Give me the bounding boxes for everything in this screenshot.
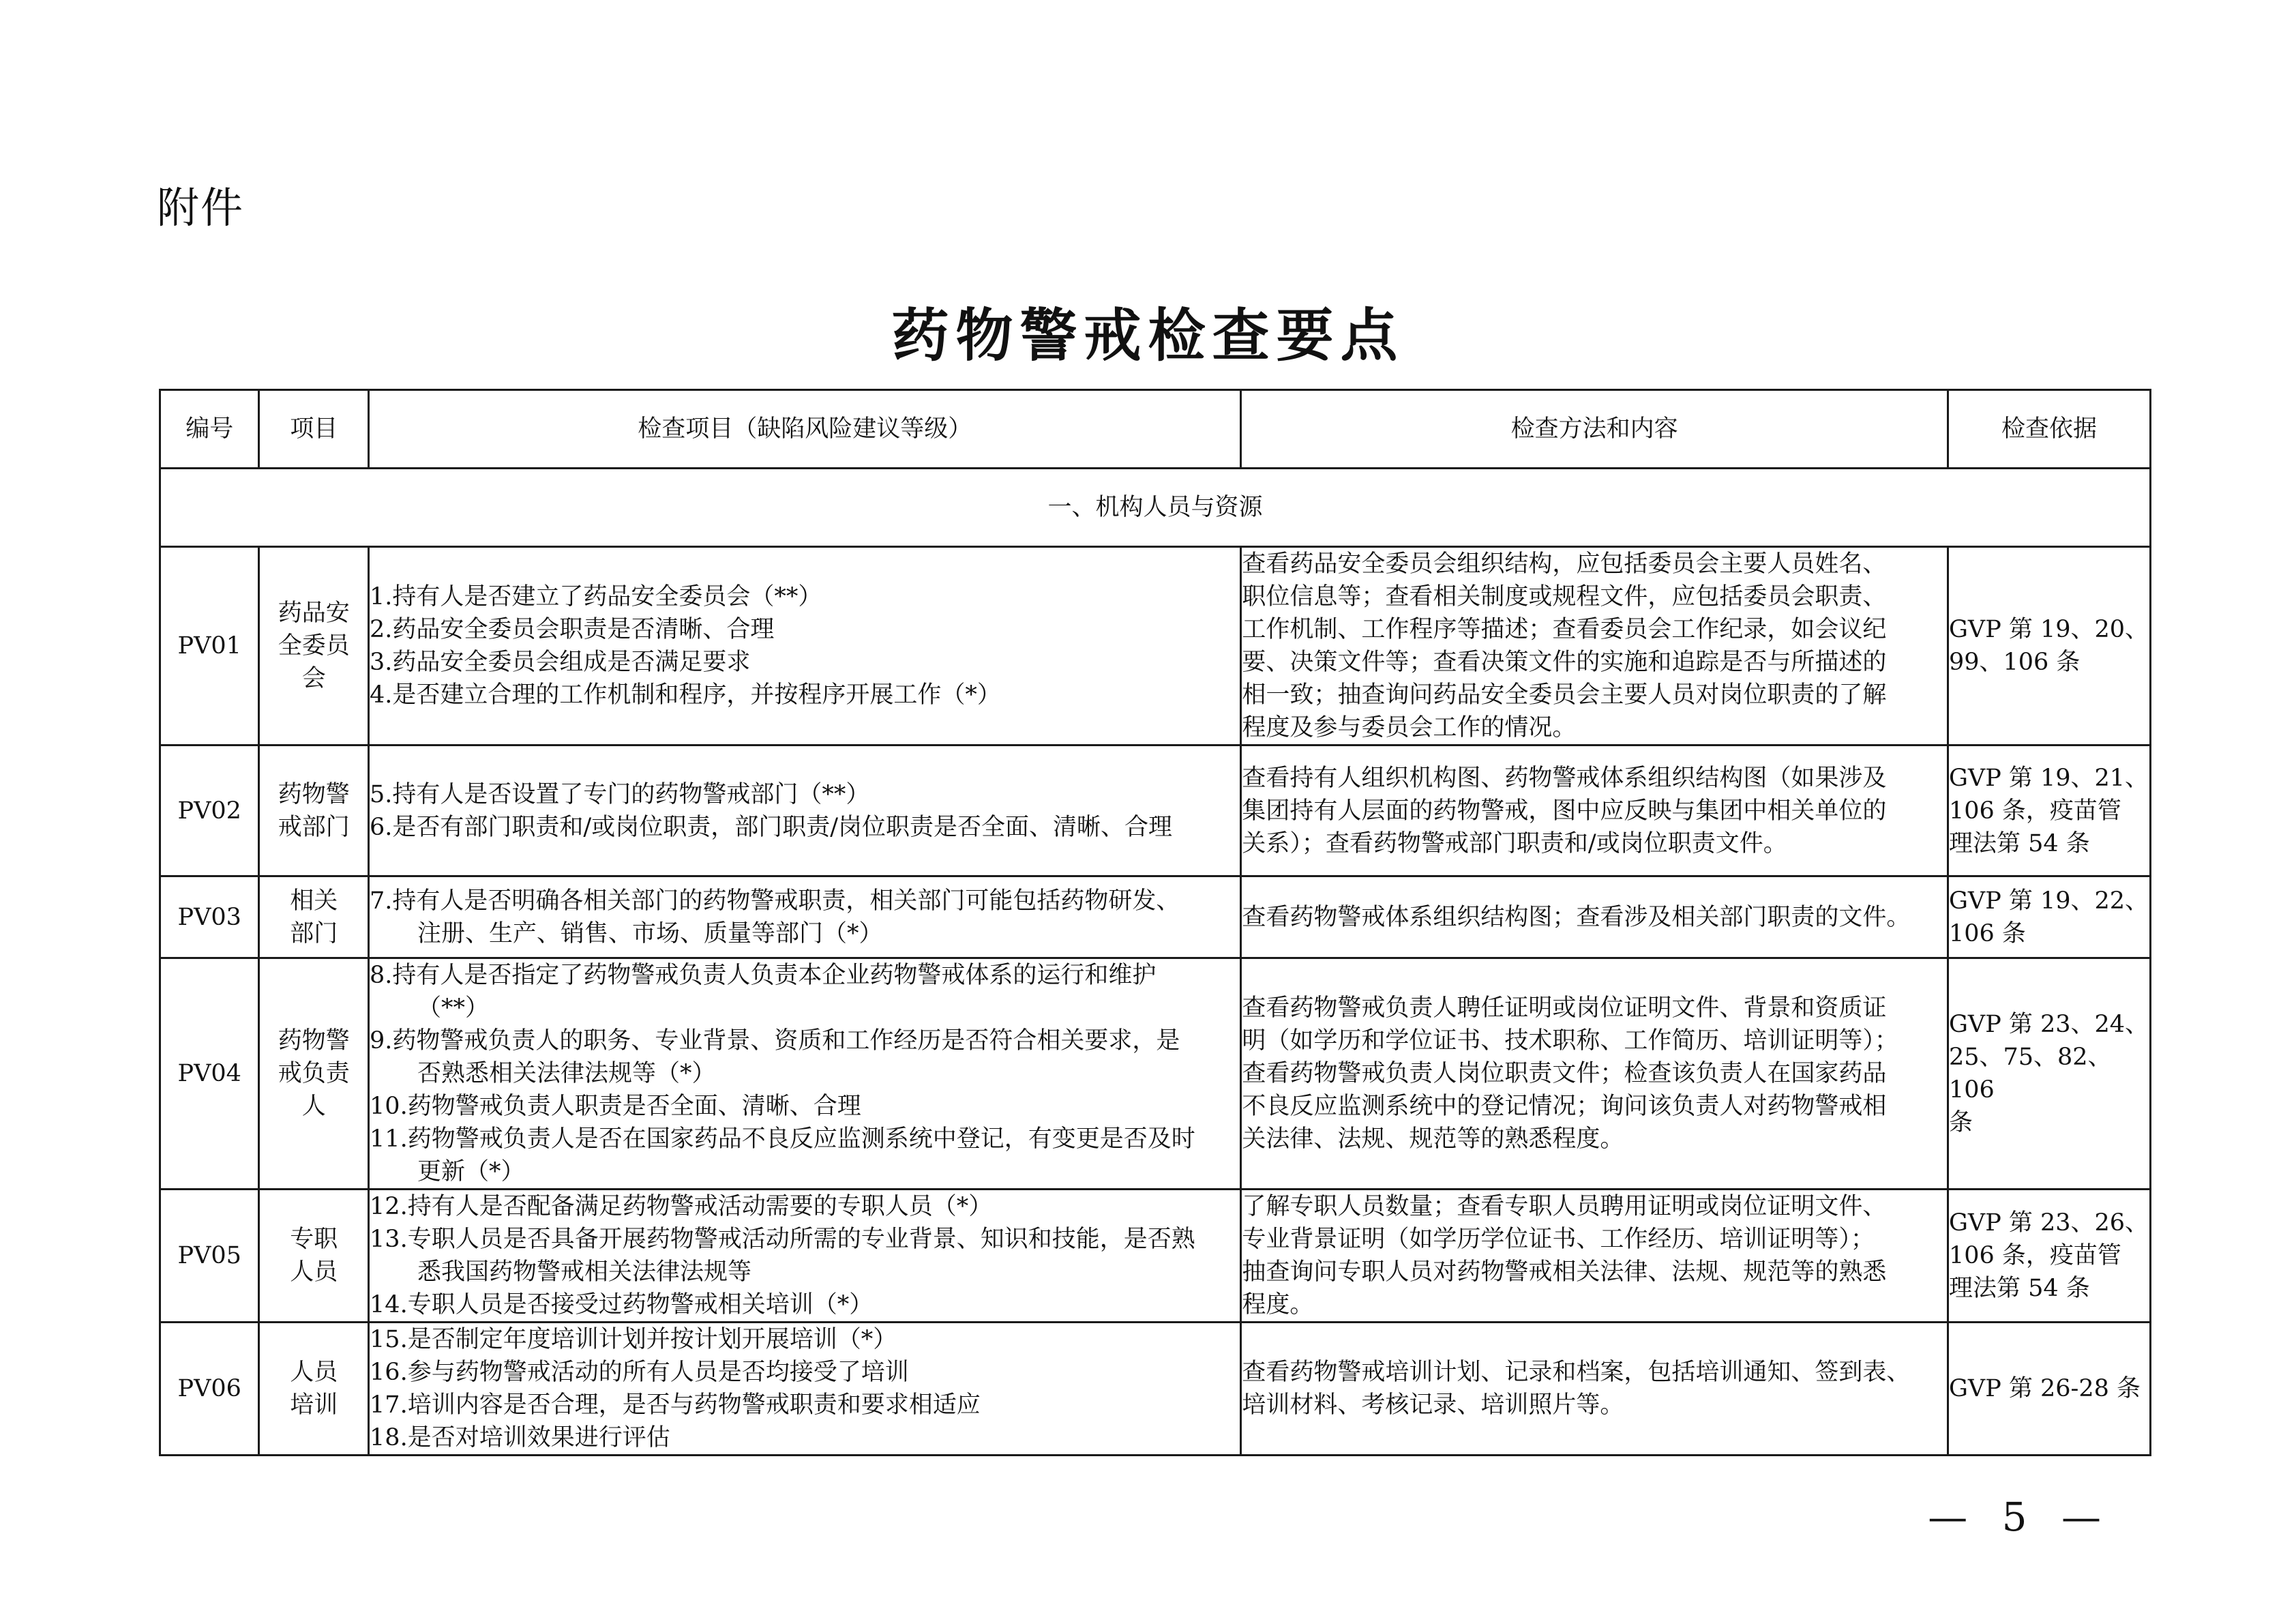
basis-line: GVP 第 23、26、 [1948,1209,2149,1237]
table-row [160,876,2151,958]
row-basis [1948,876,2150,958]
row-basis [1948,745,2150,876]
page-number: — 5 — [1928,1494,2112,1540]
method-line: 查看药物警戒负责人聘任证明或岗位证明文件、背景和资质证 [1242,994,1887,1022]
method-line: 明（如学历和学位证书、技术职称、工作简历、培训证明等）； [1242,1027,1898,1054]
row-number: PV02 [160,745,259,876]
header-no: 编号 [160,390,259,469]
method-line: 工作机制、工作程序等描述；查看委员会工作纪录，如会议纪 [1242,616,1887,643]
row-number: PV05 [160,1190,259,1323]
method-line: 查看药物警戒负责人岗位职责文件；检查该负责人在国家药品 [1242,1060,1887,1087]
row-number: PV04 [160,958,259,1190]
check-item-line: 15.是否制定年度培训计划并按计划开展培训（*） [370,1326,897,1353]
row-number: PV01 [160,547,259,745]
row-item [259,745,369,876]
row-item [259,958,369,1190]
basis-line: 106 条，疫苗管 [1948,797,2121,825]
row-method [1241,1190,1948,1323]
check-item-line: 11.药物警戒负责人是否在国家药品不良反应监测系统中登记，有变更是否及时 [370,1125,1195,1153]
check-item-line: 3.药品安全委员会组成是否满足要求 [370,649,751,676]
row-item [259,547,369,745]
method-line: 查看药物警戒体系组织结构图；查看涉及相关部门职责的文件。 [1242,903,1911,931]
check-item-line: 17.培训内容是否合理，是否与药物警戒职责和要求相适应 [370,1391,981,1419]
check-item-line: 更新（*） [417,1158,525,1185]
table-row [160,745,2151,876]
check-item-line: 7.持有人是否明确各相关部门的药物警戒职责，相关部门可能包括药物研发、 [370,887,1180,915]
basis-line: 条 [1948,1109,1973,1136]
check-item-line: 5.持有人是否设置了专门的药物警戒部门（**） [370,780,870,808]
row-check-items [369,745,1241,876]
basis-line: GVP 第 19、20、 [1948,616,2149,643]
document-title: 药物警戒检查要点 [891,302,1405,369]
row-basis [1948,1323,2150,1456]
row-method [1241,876,1948,958]
method-line: 查看药品安全委员会组织结构，应包括委员会主要人员姓名、 [1242,550,1887,578]
row-method [1241,745,1948,876]
method-line: 程度及参与委员会工作的情况。 [1242,714,1577,741]
check-item-line: （**） [417,994,490,1022]
row-item [259,1323,369,1456]
row-item-line: 戒负责 [278,1060,350,1087]
row-check-items [369,547,1241,745]
row-item-line: 会 [301,665,326,692]
section-title: 一、机构人员与资源 [160,469,2151,547]
basis-line: 106 条 [1948,919,2026,947]
row-item-line: 戒部门 [278,813,350,841]
check-item-line: 6.是否有部门职责和/或岗位职责，部门职责/岗位职责是否全面、清晰、合理 [370,813,1173,841]
basis-line: GVP 第 26-28 条 [1948,1375,2141,1402]
check-item-line: 16.参与药物警戒活动的所有人员是否均接受了培训 [370,1359,909,1386]
method-line: 培训材料、考核记录、培训照片等。 [1242,1391,1624,1419]
method-line: 专业背景证明（如学历学位证书、工作经历、培训证明等）； [1242,1226,1875,1253]
attachment-label: 附件 [157,183,245,233]
header-check: 检查项目（缺陷风险建议等级） [369,390,1241,469]
check-item-line: 悉我国药物警戒相关法律法规等 [417,1258,752,1286]
check-item-line: 1.持有人是否建立了药品安全委员会（**） [370,583,822,610]
row-method [1241,1323,1948,1456]
table-row [160,1190,2151,1323]
row-item-line: 人员 [290,1359,338,1386]
row-item-line: 人 [301,1093,326,1120]
basis-line: 理法第 54 条 [1948,829,2090,857]
row-basis [1948,1190,2150,1323]
row-check-items [369,1190,1241,1323]
row-item-line: 培训 [290,1391,338,1419]
check-item-line: 4.是否建立合理的工作机制和程序，并按程序开展工作（*） [370,681,1001,709]
row-number: PV06 [160,1323,259,1456]
method-line: 程度。 [1242,1291,1314,1318]
basis-line: GVP 第 19、22、 [1948,887,2149,915]
check-item-line: 13.专职人员是否具备开展药物警戒活动所需的专业背景、知识和技能，是否熟 [370,1226,1195,1253]
method-line: 查看持有人组织机构图、药物警戒体系组织结构图（如果涉及 [1242,764,1887,792]
table-header-row [160,390,2151,469]
check-item-line: 2.药品安全委员会职责是否清晰、合理 [370,616,775,643]
row-item-line: 专职 [290,1226,338,1253]
row-number: PV03 [160,876,259,958]
header-basis: 检查依据 [1948,390,2150,469]
check-item-line: 8.持有人是否指定了药物警戒负责人负责本企业药物警戒体系的运行和维护 [370,962,1157,989]
header-item: 项目 [259,390,369,469]
method-line: 关系）；查看药物警戒部门职责和/或岗位职责文件。 [1242,829,1787,857]
row-basis [1948,547,2150,745]
row-check-items [369,1323,1241,1456]
method-line: 不良反应监测系统中的登记情况；询问该负责人对药物警戒相 [1242,1093,1887,1120]
check-item-line: 12.持有人是否配备满足药物警戒活动需要的专职人员（*） [370,1193,993,1220]
check-item-line: 14.专职人员是否接受过药物警戒相关培训（*） [370,1291,874,1318]
check-item-line: 注册、生产、销售、市场、质量等部门（*） [417,919,883,947]
method-line: 查看药物警戒培训计划、记录和档案，包括培训通知、签到表、 [1242,1359,1911,1386]
table-row [160,958,2151,1190]
basis-line: GVP 第 19、21、 [1948,764,2149,792]
row-check-items [369,958,1241,1190]
basis-line: GVP 第 23、24、 [1948,1011,2149,1038]
row-item-line: 药品安 [278,600,350,627]
method-line: 了解专职人员数量；查看专职人员聘用证明或岗位证明文件、 [1242,1193,1887,1220]
row-method [1241,958,1948,1190]
method-line: 关法律、法规、规范等的熟悉程度。 [1242,1125,1624,1153]
check-item-line: 10.药物警戒负责人职责是否全面、清晰、合理 [370,1093,861,1120]
method-line: 要、决策文件等；查看决策文件的实施和追踪是否与所描述的 [1242,649,1887,676]
row-item-line: 部门 [290,919,338,947]
check-item-line: 18.是否对培训效果进行评估 [370,1424,670,1451]
check-item-line: 9.药物警戒负责人的职务、专业背景、资质和工作经历是否符合相关要求，是 [370,1027,1180,1054]
row-method [1241,547,1948,745]
table-row [160,547,2151,745]
inspection-table [159,389,2151,1456]
row-check-items [369,876,1241,958]
method-line: 相一致；抽查询问药品安全委员会主要人员对岗位职责的了解 [1242,681,1887,709]
table-row [160,1323,2151,1456]
row-item-line: 相关 [290,887,338,915]
section-row [160,469,2151,547]
basis-line: 99、106 条 [1948,649,2081,676]
method-line: 集团持有人层面的药物警戒，图中应反映与集团中相关单位的 [1242,797,1887,825]
row-item [259,876,369,958]
method-line: 抽查询问专职人员对药物警戒相关法律、法规、规范等的熟悉 [1242,1258,1887,1286]
header-method: 检查方法和内容 [1241,390,1948,469]
row-item-line: 全委员 [278,632,350,660]
row-item-line: 药物警 [278,780,350,808]
method-line: 职位信息等；查看相关制度或规程文件，应包括委员会职责、 [1242,583,1887,610]
basis-line: 理法第 54 条 [1948,1275,2090,1302]
basis-line: 25、75、82、106 [1948,1044,2112,1104]
row-item-line: 人员 [290,1258,338,1286]
row-basis [1948,958,2150,1190]
basis-line: 106 条，疫苗管 [1948,1242,2121,1269]
row-item-line: 药物警 [278,1027,350,1054]
check-item-line: 否熟悉相关法律法规等（*） [417,1060,716,1087]
row-item [259,1190,369,1323]
